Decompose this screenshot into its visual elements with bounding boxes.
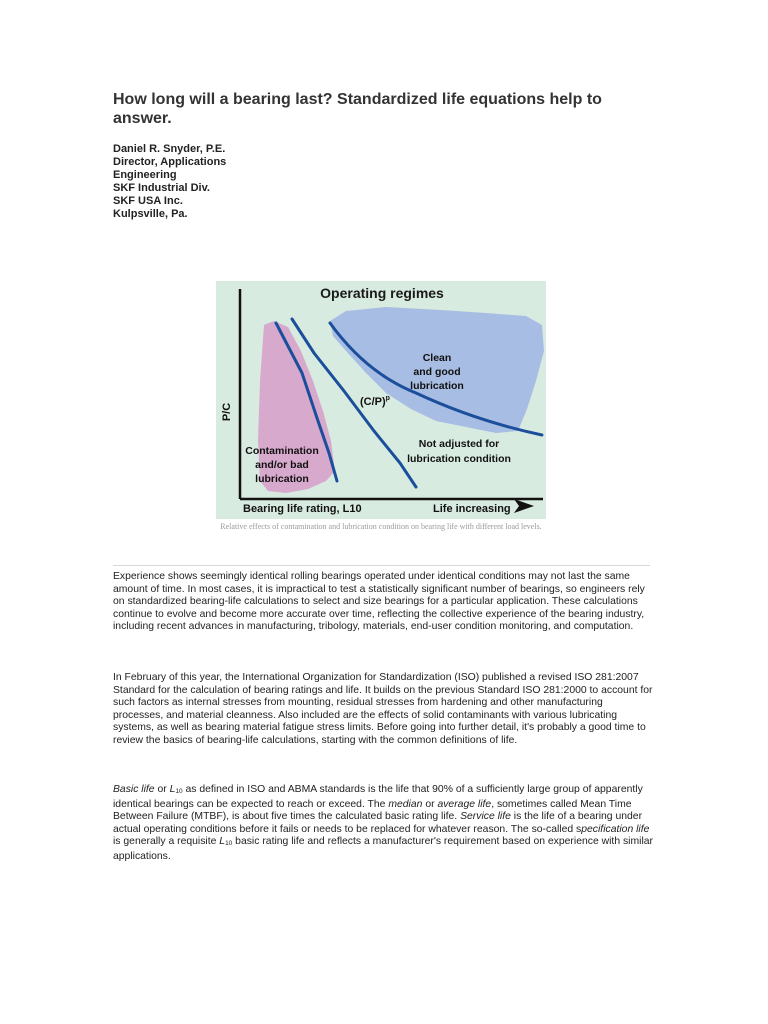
article-title: How long will a bearing last? Standardized life equations help to answer. [113,91,602,127]
body-paragraph-3: Basic life or L10 as defined in ISO and ABMA standards is the life that 90% of a sufficiently large group of apparently identical bearings can be expected to reach or exceed. The median or average life, sometimes called Mean Time Between Failure (MTBF), is about five times the calculated basic rating life. Service life is the life of a bearing under actual operating conditions before it fails or needs to be replaced for whatever reason. The so-called specification life is generally a requisite L10 basic rating life and reflects a manufacturer's requirement based on experience with similar applications. [113,784,653,862]
term-specification-life: pecification life [581,823,650,835]
y-axis-label: P/C [221,402,233,422]
term-l10: L [169,784,176,795]
author-line: Daniel R. Snyder, P.E. [113,143,226,155]
life-increasing-label: Life increasing [433,503,511,515]
term-median: median [388,798,423,810]
contamination-label-line-3: lubrication [255,473,309,485]
term-basic-life: Basic life [113,784,155,795]
contamination-label-line-1: Contamination [245,445,319,457]
author-line: SKF Industrial Div. [113,182,210,194]
operating-regimes-diagram [216,281,546,519]
x-axis-label: Bearing life rating, L10 [243,503,362,515]
body-paragraph-2: In February of this year, the International Organization for Standardization (ISO) published a revised ISO 281:2007 Standard for the calculation of bearing ratings and life. It builds on the previous Standard ISO 281:2000 to account for such factors as internal stresses from mounting, residual stresses from hardening and other manufacturing processes, and material cleanness. Also included are the effects of solid contaminants with various lubricating systems, as well as bearing material fatigue stress limits. Before going into further detail, it's probably a good time to review the basics of bearing-life calculations, starting with the common definitions of life. [113,672,653,746]
not-adjusted-label-line-2: lubrication condition [407,453,511,465]
author-line: Engineering [113,169,177,181]
curve-label: $(C/P)^p$ [360,395,390,408]
author-line: Kulpsville, Pa. [113,208,188,220]
section-divider [113,565,650,566]
clean-label-line-1: Clean [422,352,452,364]
clean-label-line-3: lubrication [410,380,464,392]
contamination-label-line-2: and/or bad [255,459,309,471]
clean-label-line-2: and good [413,366,461,378]
author-block [113,143,313,221]
body-paragraph-1: Experience shows seemingly identical rolling bearings operated under identical conditions may not last the same amount of time. In most cases, it is impractical to test a statistically significant number of bearings, so engineers rely on standardized bearing-life calculations to select and size bearings for a particular application. These calculations continue to evolve and become more accurate over time, reflecting the collective experience of the bearing industry, including recent advances in manufacturing, tribology, materials, end-user condition monitoring, and computation. [113,571,645,633]
not-adjusted-label-line-1: Not adjusted for [418,438,500,450]
figure-caption: Relative effects of contamination and lubrication condition on bearing life with different load levels. [220,522,542,531]
term-l10-2: L [219,836,226,848]
author-line: SKF USA Inc. [113,195,183,207]
term-average-life: average life [437,798,492,810]
diagram-title: Operating regimes [320,285,444,301]
term-service-life: Service life [460,811,511,823]
author-line: Director, Applications [113,156,227,168]
operating-regimes-figure [216,281,546,519]
